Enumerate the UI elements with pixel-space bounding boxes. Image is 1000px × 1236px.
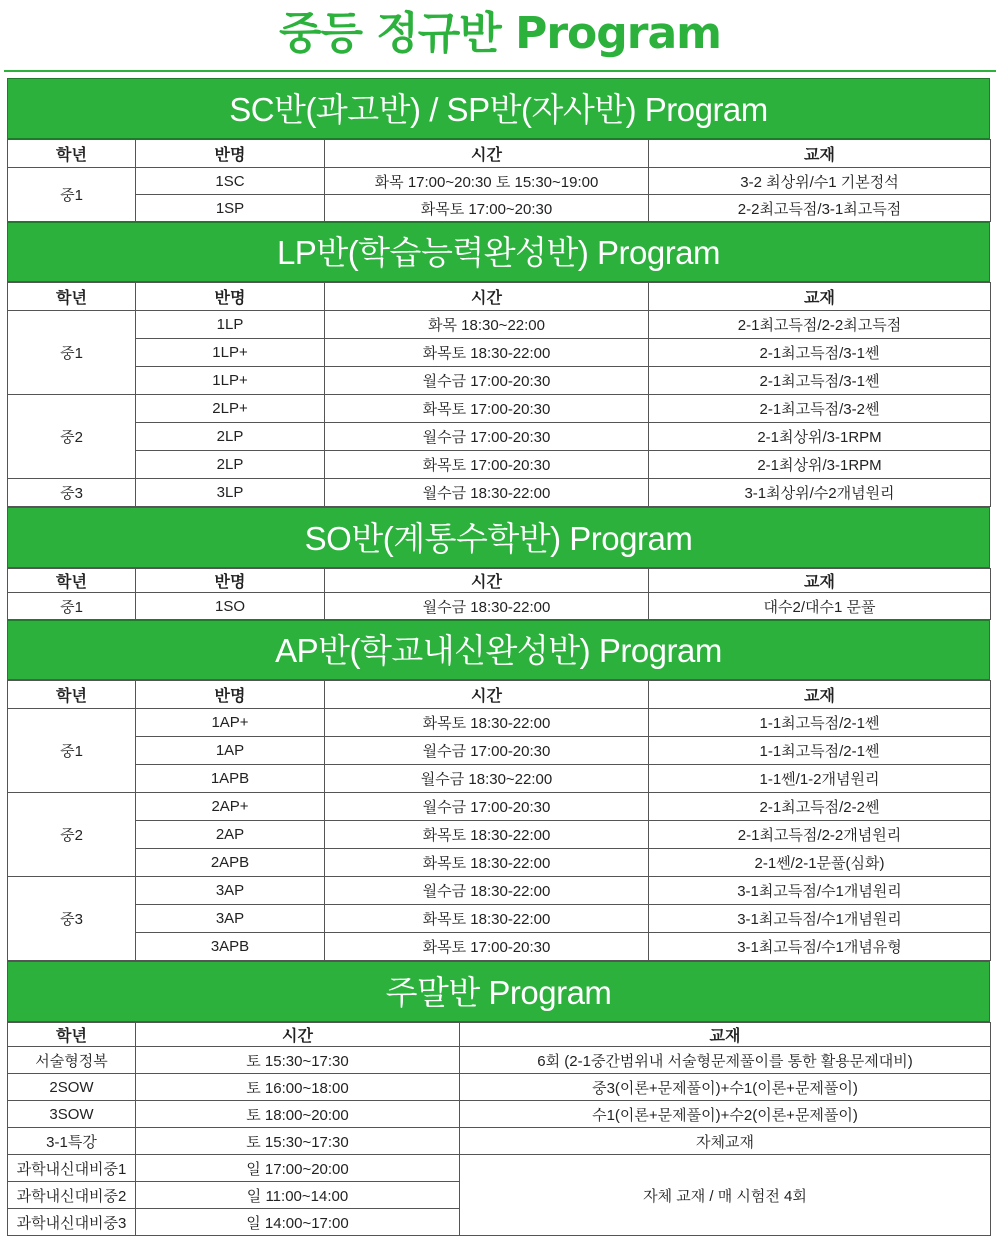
class-cell: 2APB [136,849,325,877]
header-time: 시간 [325,681,649,709]
time-cell: 월수금 18:30-22:00 [325,479,649,507]
header-grade: 학년 [8,1023,136,1047]
table-row [8,423,991,451]
weekend-table [7,1022,991,1236]
time-cell: 화목토 17:00~20:30 [325,195,649,222]
book-cell: 2-1쎈/2-1문풀(심화) [649,849,991,877]
time-cell: 월수금 18:30-22:00 [325,877,649,905]
time-cell: 월수금 18:30-22:00 [325,593,649,620]
table-row [8,905,991,933]
section-banner-lp: LP반(학습능력완성반) Program [7,222,990,282]
table-row [8,765,991,793]
header-grade: 학년 [8,283,136,311]
header-time: 시간 [325,283,649,311]
table-row [8,1128,991,1155]
grade-cell: 중2 [8,395,136,479]
book-cell: 3-1최상위/수2개념원리 [649,479,991,507]
grade-cell: 중1 [8,593,136,620]
class-cell: 1LP [136,311,325,339]
table-row [8,367,991,395]
table-row [8,1074,991,1101]
book-cell: 대수2/대수1 문풀 [649,593,991,620]
book-cell: 2-1최고득점/3-1쎈 [649,367,991,395]
table-row [8,311,991,339]
book-cell: 2-1최상위/3-1RPM [649,423,991,451]
class-cell: 3APB [136,933,325,961]
time-cell: 화목토 17:00-20:30 [325,451,649,479]
class-cell: 1LP+ [136,339,325,367]
table-row [8,793,991,821]
book-cell: 2-1최고득점/2-2최고득점 [649,311,991,339]
header-book: 교재 [649,140,991,168]
class-cell: 1APB [136,765,325,793]
time-cell: 화목토 18:30-22:00 [325,821,649,849]
grade-cell: 과학내신대비중1 [8,1155,136,1182]
header-class: 반명 [136,283,325,311]
book-cell: 1-1최고득점/2-1쎈 [649,737,991,765]
time-cell: 화목토 18:30-22:00 [325,339,649,367]
science-book-cell: 자체 교재 / 매 시험전 4회 [460,1155,991,1236]
book-cell: 6회 (2-1중간범위내 서술형문제풀이를 통한 활용문제대비) [460,1047,991,1074]
table-row [8,339,991,367]
program-schedule [7,78,990,1236]
time-cell: 화목토 17:00-20:30 [325,395,649,423]
class-cell: 2AP+ [136,793,325,821]
book-cell: 3-1최고득점/수1개념유형 [649,933,991,961]
section-banner-ap: AP반(학교내신완성반) Program [7,620,990,680]
header-grade: 학년 [8,569,136,593]
time-cell: 일 11:00~14:00 [136,1182,460,1209]
class-cell: 2AP [136,821,325,849]
header-grade: 학년 [8,681,136,709]
table-row [8,1155,991,1182]
grade-cell: 중3 [8,877,136,961]
class-cell: 3AP [136,905,325,933]
time-cell: 토 15:30~17:30 [136,1047,460,1074]
book-cell: 1-1쎈/1-2개념원리 [649,765,991,793]
time-cell: 토 16:00~18:00 [136,1074,460,1101]
class-cell: 3AP [136,877,325,905]
class-cell: 1AP [136,737,325,765]
page-title: 중등 정규반 Program [278,8,722,59]
class-cell: 1AP+ [136,709,325,737]
time-cell: 월수금 17:00-20:30 [325,367,649,395]
header-book: 교재 [649,569,991,593]
grade-cell: 중1 [8,709,136,793]
time-cell: 화목토 18:30-22:00 [325,849,649,877]
time-cell: 화목토 17:00-20:30 [325,933,649,961]
grade-cell: 서술형정복 [8,1047,136,1074]
grade-cell: 중3 [8,479,136,507]
time-cell: 화목토 18:30-22:00 [325,709,649,737]
book-cell: 1-1최고득점/2-1쎈 [649,709,991,737]
header-book: 교재 [649,681,991,709]
book-cell: 중3(이론+문제풀이)+수1(이론+문제풀이) [460,1074,991,1101]
header-time: 시간 [325,569,649,593]
grade-cell: 3SOW [8,1101,136,1128]
book-cell: 2-2최고득점/3-1최고득점 [649,195,991,222]
table-row [8,1047,991,1074]
table-row [8,849,991,877]
time-cell: 토 15:30~17:30 [136,1128,460,1155]
book-cell: 2-1최고득점/2-2쎈 [649,793,991,821]
time-cell: 월수금 17:00-20:30 [325,737,649,765]
table-row [8,709,991,737]
header-grade: 학년 [8,140,136,168]
class-cell: 1SC [136,168,325,195]
table-header-row [8,569,991,593]
table-row [8,395,991,423]
lp-table [7,282,991,507]
table-header-row [8,681,991,709]
section-banner-so: SO반(계통수학반) Program [7,507,990,568]
grade-cell: 2SOW [8,1074,136,1101]
time-cell: 일 14:00~17:00 [136,1209,460,1236]
header-class: 반명 [136,140,325,168]
table-row [8,877,991,905]
table-row [8,168,991,195]
sc-sp-table [7,139,991,222]
class-cell: 2LP+ [136,395,325,423]
book-cell: 2-1최고득점/3-1쎈 [649,339,991,367]
class-cell: 2LP [136,451,325,479]
class-cell: 1SO [136,593,325,620]
table-row [8,1101,991,1128]
book-cell: 3-1최고득점/수1개념원리 [649,877,991,905]
table-header-row [8,1023,991,1047]
table-row [8,451,991,479]
table-row [8,737,991,765]
book-cell: 3-1최고득점/수1개념원리 [649,905,991,933]
book-cell: 자체교재 [460,1128,991,1155]
grade-cell: 3-1특강 [8,1128,136,1155]
table-row [8,479,991,507]
time-cell: 화목 17:00~20:30 토 15:30~19:00 [325,168,649,195]
time-cell: 화목 18:30~22:00 [325,311,649,339]
book-cell: 2-1최상위/3-1RPM [649,451,991,479]
class-cell: 3LP [136,479,325,507]
table-header-row [8,283,991,311]
section-banner-weekend: 주말반 Program [7,961,990,1022]
book-cell: 수1(이론+문제풀이)+수2(이론+문제풀이) [460,1101,991,1128]
time-cell: 토 18:00~20:00 [136,1101,460,1128]
header-time: 시간 [136,1023,460,1047]
time-cell: 월수금 17:00-20:30 [325,793,649,821]
title-divider [4,70,996,72]
time-cell: 월수금 17:00-20:30 [325,423,649,451]
section-banner-sc-sp: SC반(과고반) / SP반(자사반) Program [7,78,990,139]
class-cell: 2LP [136,423,325,451]
time-cell: 화목토 18:30-22:00 [325,905,649,933]
class-cell: 1LP+ [136,367,325,395]
so-table [7,568,991,620]
header-book: 교재 [649,283,991,311]
table-row [8,821,991,849]
table-row [8,593,991,620]
header-book: 교재 [460,1023,991,1047]
grade-cell: 과학내신대비중2 [8,1182,136,1209]
header-class: 반명 [136,681,325,709]
grade-cell: 과학내신대비중3 [8,1209,136,1236]
table-row [8,933,991,961]
book-cell: 3-2 최상위/수1 기본정석 [649,168,991,195]
grade-cell: 중1 [8,311,136,395]
time-cell: 일 17:00~20:00 [136,1155,460,1182]
grade-cell: 중2 [8,793,136,877]
ap-table [7,680,991,961]
class-cell: 1SP [136,195,325,222]
header-time: 시간 [325,140,649,168]
book-cell: 2-1최고득점/3-2쎈 [649,395,991,423]
header-class: 반명 [136,569,325,593]
grade-cell: 중1 [8,168,136,222]
table-row [8,195,991,222]
book-cell: 2-1최고득점/2-2개념원리 [649,821,991,849]
time-cell: 월수금 18:30~22:00 [325,765,649,793]
table-header-row [8,140,991,168]
